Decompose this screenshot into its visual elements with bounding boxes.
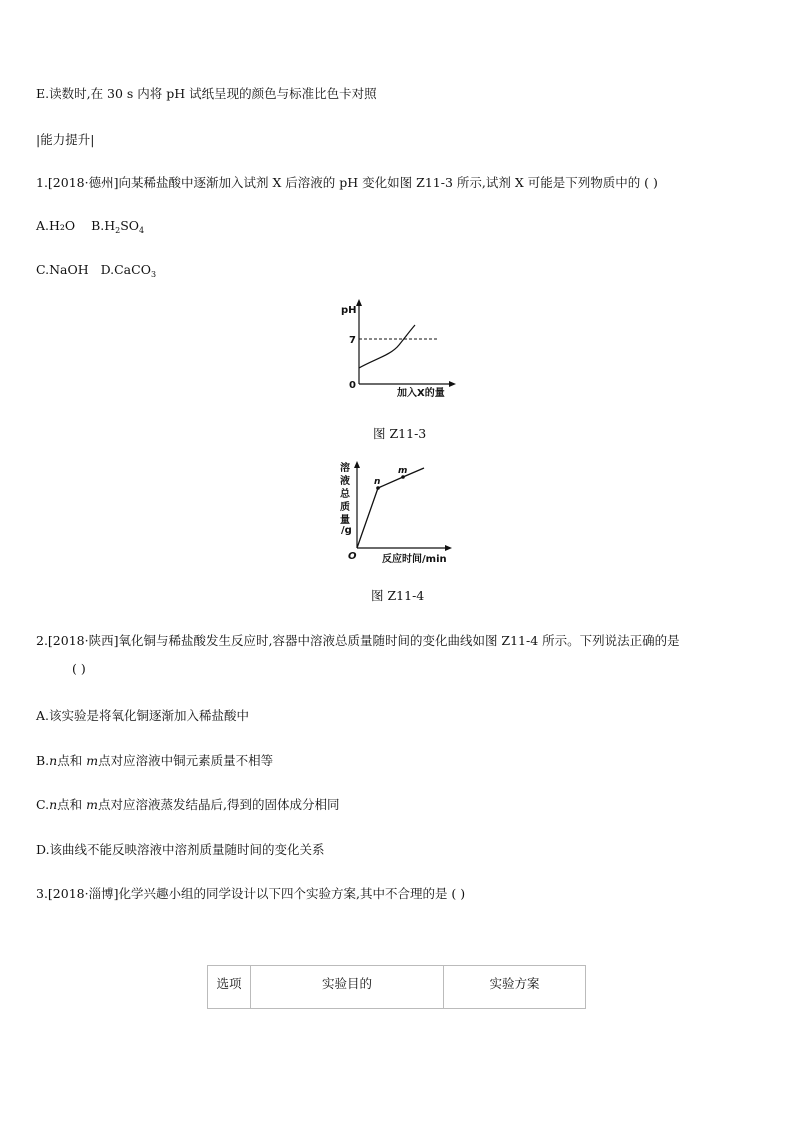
y-label-char-6: /g	[341, 525, 352, 536]
table-header-row	[208, 966, 586, 1009]
q2-option-c: C.n点和 m点对应溶液蒸发结晶后,得到的固体成分相同	[36, 797, 340, 812]
point-m-label: m	[398, 466, 408, 476]
q2-option-d: D.该曲线不能反映溶液中溶剂质量随时间的变化关系	[36, 842, 325, 857]
figure-z11-3-chart	[335, 296, 460, 400]
origin-label: O	[348, 551, 357, 562]
question-2-answer-paren: ( )	[72, 661, 86, 676]
mass-curve	[357, 468, 424, 548]
y-axis-label	[340, 461, 352, 536]
q1-option-a: A.H₂O	[36, 218, 76, 233]
option-e-text: E.读数时,在 30 s 内将 pH 试纸呈现的颜色与标准比色卡对照	[36, 86, 377, 101]
header-plan: 实验方案	[444, 966, 586, 1009]
figure-z11-3-caption: 图 Z11-3	[373, 426, 427, 441]
header-purpose: 实验目的	[251, 966, 444, 1009]
question-1-stem: 1.[2018·德州]向某稀盐酸中逐渐加入试剂 X 后溶液的 pH 变化如图 Z11-3 所示,试剂 X 可能是下列物质中的 ( )	[36, 175, 658, 190]
y-axis-arrow	[354, 461, 360, 468]
figure-z11-4-caption: 图 Z11-4	[371, 588, 425, 603]
y-label-char-3: 总	[340, 489, 350, 500]
y-label-char-4: 质	[340, 502, 350, 513]
ph-curve	[359, 325, 415, 368]
x-axis-arrow	[445, 545, 452, 551]
question-1-options-ab	[36, 218, 144, 233]
question-1-options-cd	[36, 262, 156, 277]
q2-option-a: A.该实验是将氧化铜逐渐加入稀盐酸中	[36, 708, 250, 723]
y-label-char-5: 量	[340, 515, 350, 526]
y-label-char-1: 溶	[340, 463, 350, 474]
x-axis-label: 加入X的量	[397, 388, 445, 399]
q1-option-d: D.CaCO$_3$	[100, 262, 157, 279]
section-title: |能力提升|	[36, 132, 95, 147]
header-option: 选项	[208, 966, 251, 1009]
y-axis-label: pH	[341, 305, 357, 316]
y-axis-arrow	[356, 299, 362, 306]
tick-label-7: 7	[349, 335, 356, 346]
origin-label: 0	[349, 380, 356, 391]
y-label-char-2: 液	[340, 476, 350, 487]
x-axis-label: 反应时间/min	[382, 554, 447, 565]
experiment-plan-table	[207, 965, 586, 1009]
point-n-label: n	[374, 477, 381, 487]
q1-option-b: $B.H_2SO_4$	[91, 218, 145, 235]
question-2-stem: 2.[2018·陕西]氧化铜与稀盐酸发生反应时,容器中溶液总质量随时间的变化曲线如图 Z11-4 所示。下列说法正确的是	[36, 633, 680, 648]
x-axis-arrow	[449, 381, 456, 387]
figure-z11-4-chart	[336, 456, 458, 566]
q2-option-b: B.n点和 m点对应溶液中铜元素质量不相等	[36, 753, 274, 768]
q1-option-c: C.NaOH	[36, 262, 89, 277]
question-3-stem: 3.[2018·淄博]化学兴趣小组的同学设计以下四个实验方案,其中不合理的是 ( )	[36, 886, 466, 901]
